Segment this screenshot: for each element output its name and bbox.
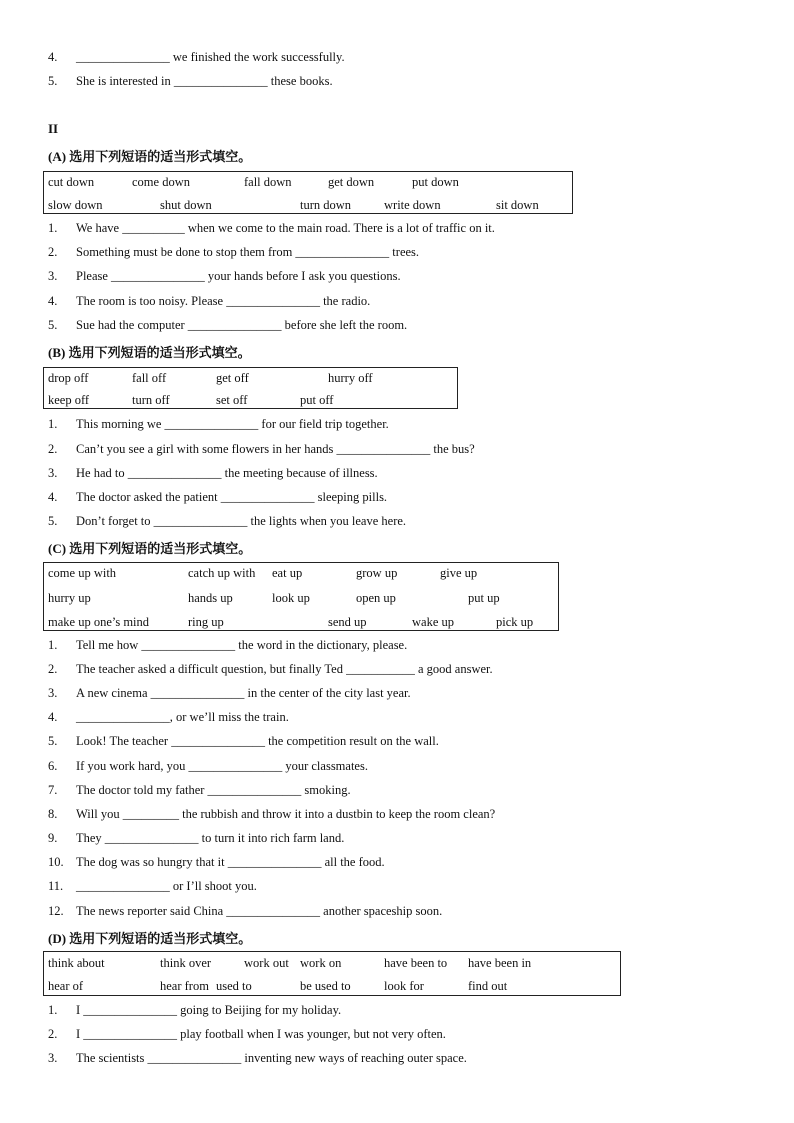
word-bank-item: keep off	[48, 393, 90, 407]
list-item: 11. _______________ or I’ll shoot you.	[48, 879, 257, 893]
list-item: 4. _______________ we finished the work successfully.	[48, 50, 345, 64]
part-label: II	[48, 121, 59, 136]
word-bank-item: used to	[216, 979, 252, 993]
list-item: 10. The dog was so hungry that it _______________ all the food.	[48, 855, 385, 869]
word-bank-item: open up	[356, 591, 396, 605]
section-d-title: (D) 选用下列短语的适当形式填空。	[48, 931, 252, 946]
word-bank-item: drop off	[48, 371, 89, 385]
list-item: 1. This morning we _______________ for our field trip together.	[48, 417, 389, 431]
word-bank-item: find out	[468, 979, 508, 993]
word-bank-item: wake up	[412, 615, 454, 629]
word-bank-item: put down	[412, 175, 459, 189]
list-item: 4. The doctor asked the patient _______________ sleeping pills.	[48, 490, 388, 504]
word-bank-item: work on	[300, 956, 342, 970]
section-c-word-box	[43, 562, 559, 631]
word-bank-item: catch up with	[188, 566, 256, 580]
word-bank-item: come down	[132, 175, 190, 189]
list-item: 1. I _______________ going to Beijing for my holiday.	[48, 1003, 342, 1017]
word-bank-item: ring up	[188, 615, 224, 629]
list-item: 1. We have __________ when we come to the main road. There is a lot of traffic on it.	[48, 221, 495, 235]
word-bank-item: cut down	[48, 175, 95, 189]
word-bank-item: pick up	[496, 615, 534, 629]
list-item: 3. The scientists _______________ inventing new ways of reaching outer space.	[48, 1051, 467, 1065]
word-bank-item: have been in	[468, 956, 532, 970]
list-item: 2. I _______________ play football when I was younger, but not very often.	[48, 1027, 446, 1041]
section-a-word-box	[43, 171, 573, 214]
word-bank-item: slow down	[48, 198, 103, 212]
word-bank-item: turn down	[300, 198, 352, 212]
word-bank-item: look up	[272, 591, 310, 605]
word-bank-item: come up with	[48, 566, 117, 580]
list-item: 8. Will you _________ the rubbish and throw it into a dustbin to keep the room clean?	[48, 807, 496, 821]
section-d-word-box	[43, 951, 621, 996]
list-item: 2. Something must be done to stop them from _______________ trees.	[48, 245, 420, 259]
word-bank-item: eat up	[272, 566, 303, 580]
word-bank-item: put up	[468, 591, 500, 605]
word-bank-item: hurry off	[328, 371, 373, 385]
word-bank-item: think about	[48, 956, 105, 970]
list-item: 9. They _______________ to turn it into rich farm land.	[48, 831, 345, 845]
word-bank-item: think over	[160, 956, 212, 970]
word-bank-item: make up one’s mind	[48, 615, 150, 629]
word-bank-item: send up	[328, 615, 367, 629]
word-bank-item: put off	[300, 393, 334, 407]
list-item: 12. The news reporter said China _______________ another spaceship soon.	[48, 904, 443, 918]
word-bank-item: hurry up	[48, 591, 91, 605]
list-item: 4. The room is too noisy. Please _______________ the radio.	[48, 294, 371, 308]
word-bank-item: give up	[440, 566, 478, 580]
word-bank-item: set off	[216, 393, 248, 407]
word-bank-item: have been to	[384, 956, 448, 970]
section-b-word-box	[43, 367, 458, 409]
list-item: 1. Tell me how _______________ the word in the dictionary, please.	[48, 638, 408, 652]
list-item: 5. She is interested in _______________ these books.	[48, 74, 333, 88]
word-bank-item: write down	[384, 198, 441, 212]
list-item: 6. If you work hard, you _______________ your classmates.	[48, 759, 368, 773]
word-bank-item: get off	[216, 371, 249, 385]
word-bank-item: turn off	[132, 393, 170, 407]
section-b-title: (B) 选用下列短语的适当形式填空。	[48, 345, 251, 360]
word-bank-item: work out	[244, 956, 289, 970]
word-bank-item: fall off	[132, 371, 167, 385]
word-bank-item: get down	[328, 175, 375, 189]
word-bank-item: hands up	[188, 591, 233, 605]
word-bank-item: shut down	[160, 198, 212, 212]
list-item: 5. Don’t forget to _______________ the lights when you leave here.	[48, 514, 407, 528]
word-bank-item: be used to	[300, 979, 351, 993]
list-item: 3. Please _______________ your hands before I ask you questions.	[48, 269, 401, 283]
list-item: 5. Sue had the computer _______________ before she left the room.	[48, 318, 408, 332]
word-bank-item: look for	[384, 979, 424, 993]
list-item: 3. A new cinema _______________ in the center of the city last year.	[48, 686, 411, 700]
word-bank-item: fall down	[244, 175, 292, 189]
list-item: 2. Can’t you see a girl with some flowers in her hands _______________ the bus?	[48, 442, 475, 456]
list-item: 3. He had to _______________ the meeting because of illness.	[48, 466, 378, 480]
word-bank-item: hear of	[48, 979, 84, 993]
list-item: 4. _______________, or we’ll miss the train.	[48, 710, 289, 724]
list-item: 5. Look! The teacher _______________ the competition result on the wall.	[48, 734, 439, 748]
list-item: 7. The doctor told my father _______________ smoking.	[48, 783, 351, 797]
word-bank-item: sit down	[496, 198, 539, 212]
section-a-title: (A) 选用下列短语的适当形式填空。	[48, 149, 252, 164]
list-item: 2. The teacher asked a difficult question, but finally Ted ___________ a good answer.	[48, 662, 493, 676]
word-bank-item: grow up	[356, 566, 398, 580]
word-bank-item: hear from	[160, 979, 209, 993]
section-c-title: (C) 选用下列短语的适当形式填空。	[48, 541, 252, 556]
